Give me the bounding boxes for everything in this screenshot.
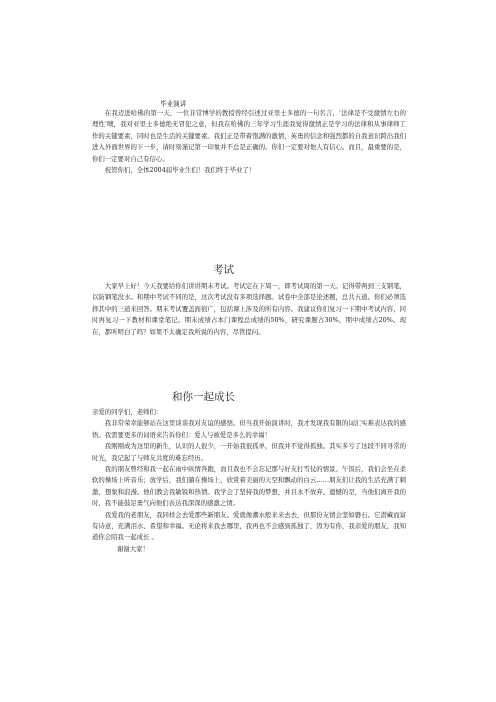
speech3-title: 和你一起成长 — [172, 391, 235, 403]
speech3-greeting: 亲爱的同学们，老师们： — [92, 408, 163, 416]
speech3-body — [92, 407, 406, 555]
speech3-closing: 谢谢大家！ — [117, 544, 149, 553]
speech3-paragraph-3: 我的朋友曾经和我一起在雨中纵情奔跑，而且我也不会忘记那与好友打雪仗的情景。午饭后，我们会坐在柔软的操场上听音乐；放学后，我们躺在操场上，欣赏着美丽的天空和飘动的白云……朋友们让我的生活充满了刺激，想象和浪漫。他们教会我敏锐和热情。我学会了坚持我的梦想，并且永不放弃。遗憾的是，当他们离开我的时，我不能鼓足勇气向他们表达我深深的感激之情。 — [92, 465, 406, 508]
speech3-paragraph-4: 我爱我的老朋友，我同样会去爱那些新朋友。爱就像潮水般来来去去，但那份友情会坚如磐石。它潜藏而富有诗意，充满泪水、希望和幸福。无论将来我去哪里，我再也不会感到孤独了，因为有你，我亲爱的朋友，我知道你会陪我一起成长 。 — [92, 510, 406, 542]
speech3-paragraph-2: 我刚刚成为这里的新生，认识的人很少，一开始我很孤单，但我并不觉得孤独。其实多亏了这段不同寻常的时光，我记起了与师友共度的难忘经历。 — [92, 442, 406, 462]
speech2-title: 考试 — [213, 264, 234, 276]
speech3-paragraph-1: 我非常荣幸能够站在这里谈谈我对友谊的感悟。但当我开始演讲时，我才发现我有限的词汇实难表达我的感悟。我需要更多的词语来告诉你们：爱人与被爱是多么的幸福！ — [92, 419, 406, 439]
speech1-paragraph-1: 在我迈进哈佛的第一天，一位非常博学的教授曾经引述过亚里士多德的一句名言，‘法律是不受激情左右的理性’噢，我对亚里士多德绝无冒犯之意，但我在哈佛的三年学习生涯我觉得激情正是学习的法律和从事律师工作的关键要素，同时也是生活的关键要素。我们正是带着饱满的激情，英勇的信念和强烈都的自我意识跨出我们进入外面世界的下一步，请时刻谨记第一印象并不总是正确的。你们一定要对他人有信心。而且，最重要的是，你们一定要对自己有信心。 — [92, 109, 406, 163]
speech1-paragraph-2: 祝贺你们，全体2004届毕业生们！我们终于毕业了！ — [104, 166, 256, 175]
speech2-paragraph-1: 大家早上好！今天我要给你们讲讲期末考试。考试定在下周一，即考试周的第一天。记得带两到三支钢笔，以防钢笔没水。和期中考试不同的是，这次考试没有多项选择题。试卷中全部是论述题，总共五道。你们必须选择其中的三道来回答。期末考试覆盖面很广，包括课上涉及的所有内容。我建议你们复习一下期中考试内容，同时再复习一下教材和课堂笔记。期末成绩占本门课程总成绩的50%，研究课题占30%，期中成绩占20%。现在，都听明白了吗？如果不太确定我所说的内容，尽管提问。 — [92, 282, 406, 336]
speech1-title: 毕业演讲 — [160, 100, 187, 108]
speech1-body — [92, 108, 406, 176]
speech2-body — [92, 281, 406, 338]
